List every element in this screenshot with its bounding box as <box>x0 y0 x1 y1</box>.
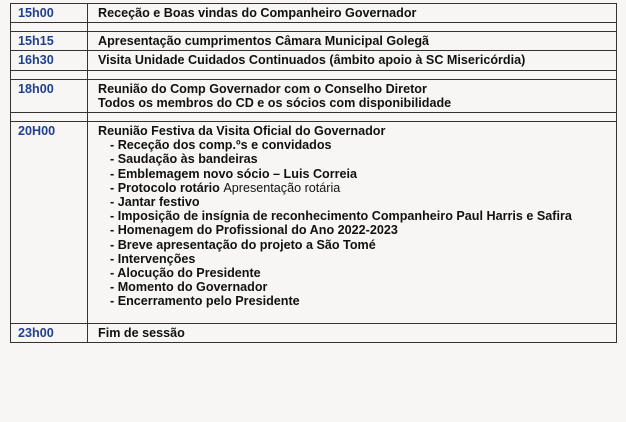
agenda-item: - Alocução do Presidente <box>110 266 261 281</box>
time-cell: 20H00 <box>11 122 88 324</box>
description-cell <box>88 122 617 324</box>
agenda-item: - Receção dos comp.ºs e convidados <box>110 138 332 153</box>
agenda-item: - Homenagem do Profissional do Ano 2022-2023 <box>110 223 398 238</box>
agenda-item: - Intervenções <box>110 251 196 266</box>
description-cell <box>88 79 617 112</box>
schedule-row <box>11 4 617 23</box>
row-spacer <box>11 70 617 79</box>
agenda-item: - Breve apresentação do projeto a São Tomé <box>110 237 376 252</box>
time-cell: 15h15 <box>11 32 88 51</box>
schedule-row <box>11 32 617 51</box>
description-cell <box>88 32 617 51</box>
description-cell <box>88 51 617 70</box>
schedule-row <box>11 122 617 324</box>
schedule-row <box>11 323 617 342</box>
description-cell <box>88 323 617 342</box>
time-cell: 15h00 <box>11 4 88 23</box>
agenda-item-note: Apresentação rotária <box>223 180 341 195</box>
cell-bottom-space <box>98 309 610 321</box>
schedule-table <box>10 3 617 343</box>
description-line: Apresentação cumprimentos Câmara Municipal Golegã <box>98 34 430 49</box>
agenda-item: - Imposição de insígnia de reconhecimento Companheiro Paul Harris e Safira <box>110 209 572 224</box>
agenda-item: - Emblemagem novo sócio – Luis Correia <box>110 166 358 181</box>
description-cell <box>88 4 617 23</box>
agenda-item-label: - Protocolo rotário <box>110 180 220 195</box>
agenda-item: - Jantar festivo <box>110 195 200 210</box>
time-cell: 23h00 <box>11 323 88 342</box>
agenda-item-protocol <box>98 181 610 195</box>
description-line: Receção e Boas vindas do Companheiro Governador <box>98 6 417 20</box>
description-line: Reunião do Comp Governador com o Conselho Diretor <box>98 81 427 96</box>
agenda-item: - Momento do Governador <box>110 280 268 295</box>
description-line: Fim de sessão <box>98 325 185 340</box>
schedule-row <box>11 51 617 70</box>
row-spacer <box>11 23 617 32</box>
time-cell: 16h30 <box>11 51 88 70</box>
event-title: Reunião Festiva da Visita Oficial do Governador <box>98 124 386 139</box>
agenda-item: - Saudação às bandeiras <box>110 152 258 167</box>
row-spacer <box>11 113 617 122</box>
description-line: Todos os membros do CD e os sócios com disponibilidade <box>98 95 452 110</box>
schedule-row <box>11 79 617 112</box>
description-line: Visita Unidade Cuidados Continuados (âmbito apoio à SC Misericórdia) <box>98 53 526 68</box>
time-cell: 18h00 <box>11 79 88 112</box>
agenda-item: - Encerramento pelo Presidente <box>110 294 300 309</box>
